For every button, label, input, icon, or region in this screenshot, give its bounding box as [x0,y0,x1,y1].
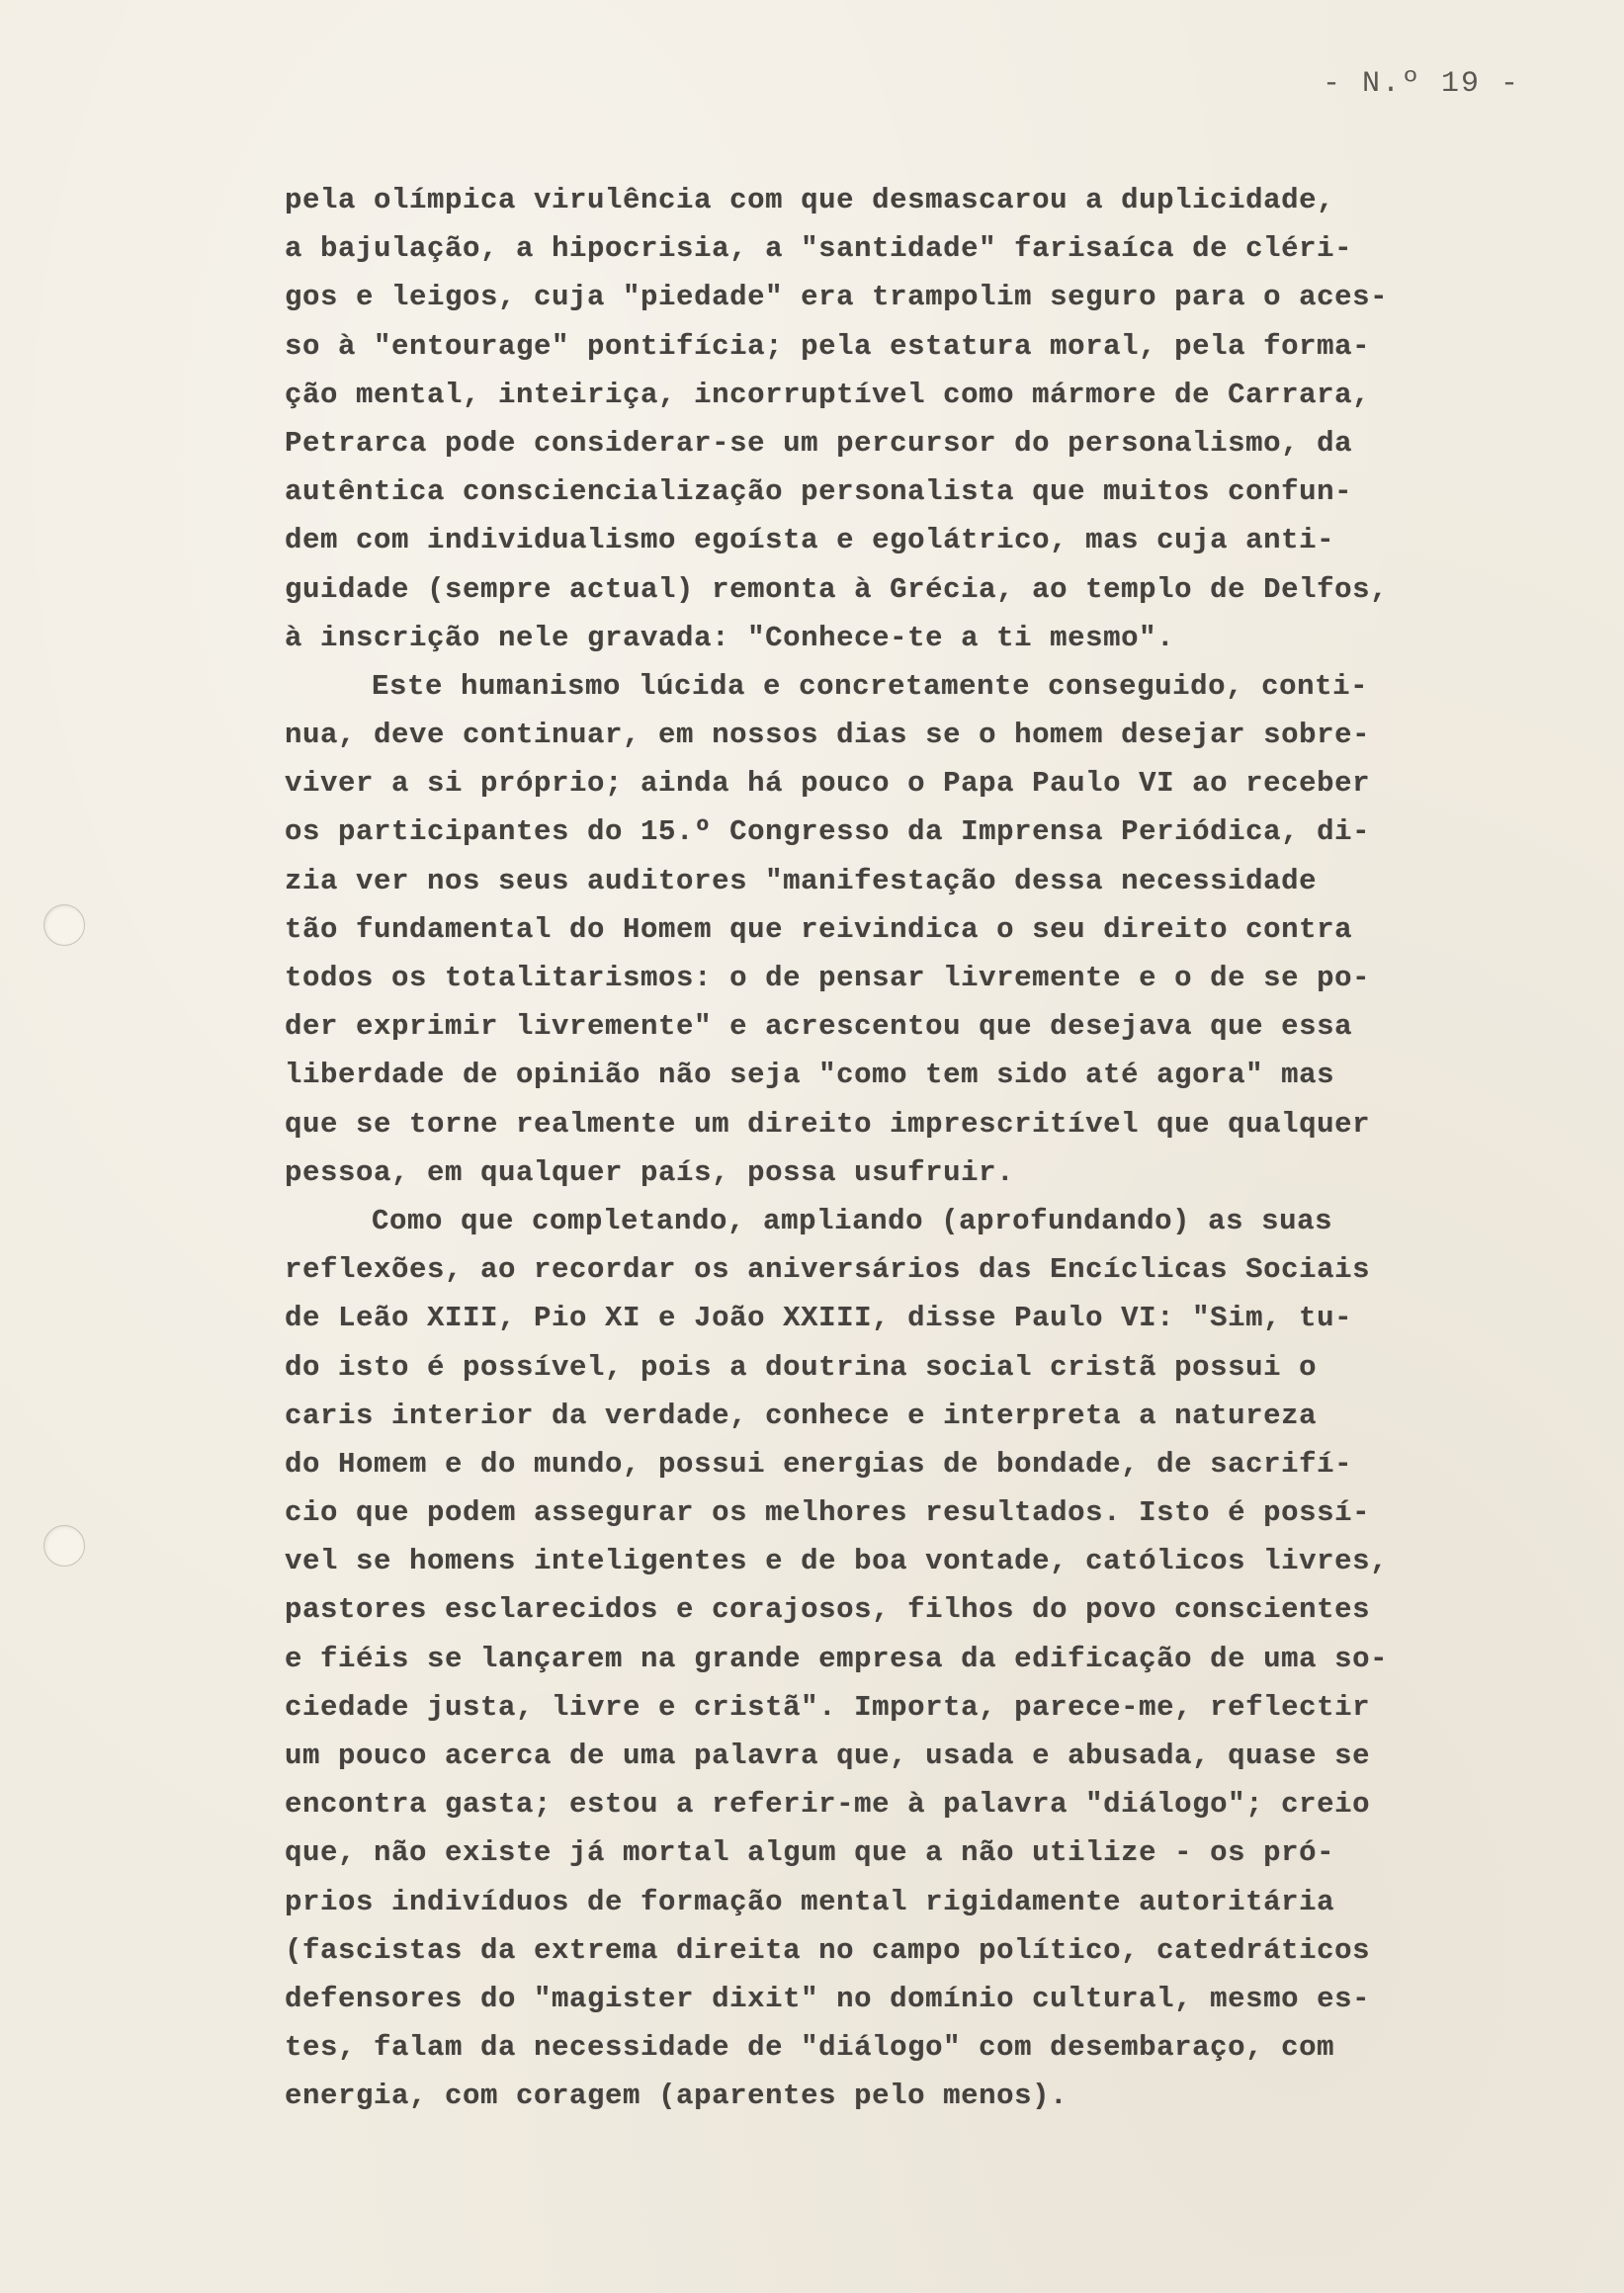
text-line: nua, deve continuar, em nossos dias se o homem desejar sobre- [285,719,1371,752]
text-line: tes, falam da necessidade de "diálogo" com desembaraço, com [285,2031,1335,2065]
text-line: defensores do "magister dixit" no domínio cultural, mesmo es- [285,1982,1371,2015]
text-line: ção mental, inteiriça, incorruptível como mármore de Carrara, [285,378,1371,411]
text-line: zia ver nos seus auditores "manifestação dessa necessidade [285,864,1318,897]
text-line: pastores esclarecidos e corajosos, filhos do povo conscientes [285,1593,1371,1627]
text-line: do Homem e do mundo, possui energias de bondade, de sacrifí- [285,1447,1353,1481]
typewritten-body [285,176,1530,2121]
text-line: caris interior da verdade, conhece e interpreta a natureza [285,1399,1318,1432]
text-line: do isto é possível, pois a doutrina social cristã possui o [285,1350,1318,1384]
text-line: que se torne realmente um direito imprescritível que qualquer [285,1107,1371,1141]
text-line: à inscrição nele gravada: "Conhece-te a ti mesmo". [285,621,1175,654]
text-line: liberdade de opinião não seja "como tem sido até agora" mas [285,1059,1335,1092]
text-line: pessoa, em qualquer país, possa usufruir. [285,1155,1015,1189]
text-line: de Leão XIII, Pio XI e João XXIII, disse Paulo VI: "Sim, tu- [285,1302,1353,1335]
text-line: um pouco acerca de uma palavra que, usada e abusada, quase se [285,1740,1371,1772]
punch-hole [43,1525,85,1567]
text-line: ciedade justa, livre e cristã". Importa, parece-me, reflectir [285,1690,1371,1724]
text-line: pela olímpica virulência com que desmascarou a duplicidade, [285,184,1335,216]
text-line: todos os totalitarismos: o de pensar livremente e o de se po- [285,962,1371,994]
text-line: que, não existe já mortal algum que a não utilize - os pró- [285,1836,1335,1870]
text-line: reflexões, ao recordar os aniversários das Encíclicas Sociais [285,1253,1371,1287]
text-line: os participantes do 15.º Congresso da Imprensa Periódica, di- [285,815,1371,849]
text-line: Como que completando, ampliando (aprofundando) as suas [372,1204,1333,1237]
text-line: dem com individualismo egoísta e egolátrico, mas cuja anti- [285,524,1335,557]
punch-hole [43,904,85,946]
text-line: Este humanismo lúcida e concretamente conseguido, conti- [372,669,1369,703]
text-line: viver a si próprio; ainda há pouco o Papa Paulo VI ao receber [285,767,1371,801]
text-line: encontra gasta; estou a referir-me à palavra "diálogo"; creio [285,1788,1371,1822]
page-number: - N.º 19 - [1322,67,1520,101]
text-line: der exprimir livremente" e acrescentou que desejava que essa [285,1010,1353,1044]
text-line: so à "entourage" pontifícia; pela estatura moral, pela forma- [285,329,1371,363]
text-line: cio que podem assegurar os melhores resultados. Isto é possí- [285,1496,1371,1530]
text-line: prios indivíduos de formação mental rigidamente autoritária [285,1885,1335,1918]
text-line: guidade (sempre actual) remonta à Grécia, ao templo de Delfos, [285,572,1389,606]
text-line: Petrarca pode considerar-se um percursor do personalismo, da [285,426,1353,460]
text-line: autêntica consciencialização personalista que muitos confun- [285,475,1353,509]
text-line: tão fundamental do Homem que reivindica o seu direito contra [285,912,1353,946]
text-line: a bajulação, a hipocrisia, a "santidade" farisaíca de cléri- [285,232,1353,266]
text-line: vel se homens inteligentes e de boa vontade, católicos livres, [285,1545,1389,1578]
text-line: gos e leigos, cuja "piedade" era trampolim seguro para o aces- [285,281,1389,314]
text-line: energia, com coragem (aparentes pelo menos). [285,2080,1068,2113]
text-line: (fascistas da extrema direita no campo político, catedráticos [285,1933,1371,1967]
text-line: e fiéis se lançarem na grande empresa da edificação de uma so- [285,1642,1389,1675]
